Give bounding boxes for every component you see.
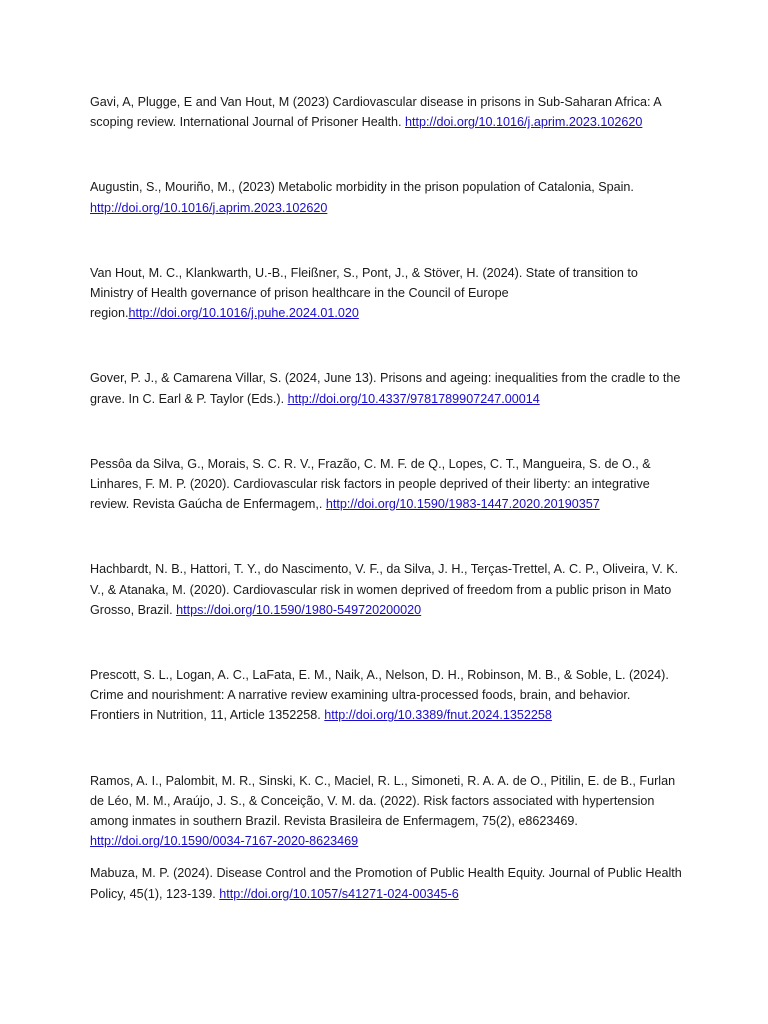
doi-link[interactable]: http://doi.org/10.1016/j.aprim.2023.102620 [405, 115, 643, 130]
doi-link[interactable]: http://doi.org/10.1057/s41271-024-00345-6 [219, 886, 459, 901]
reference-text: Mabuza, M. P. (2024). Disease Control and the Promotion of Public Health Equity. Journal of Public Health Policy, 45(1), 123-139. [90, 866, 682, 901]
reference-list [90, 92, 682, 904]
reference-entry [90, 92, 682, 132]
reference-entry [90, 263, 682, 324]
doi-link[interactable]: http://doi.org/10.1590/1983-1447.2020.20190357 [325, 497, 600, 512]
reference-entry [90, 863, 682, 903]
reference-text: Hachbardt, N. B., Hattori, T. Y., do Nascimento, V. F., da Silva, J. H., Terças-Trettel, A. C. P., Oliveira, V. K. V., & Atanaka, M. (2020). Cardiovascular risk in women deprived of freedom from a public prison in Mato Grosso, Brazil. [90, 562, 679, 617]
reference-text: Ramos, A. I., Palombit, M. R., Sinski, K. C., Maciel, R. L., Simoneti, R. A. A. de O., Pitilin, E. de B., Furlan de Léo, M. M., Araújo, J. S., & Conceição, V. M. da. (2022). Risk factors associated with hypertension among inmates in southern Brazil. Revista Brasileira de Enfermagem, 75(2), e8623469. [90, 773, 676, 829]
doi-link[interactable]: http://doi.org/10.3389/fnut.2024.1352258 [324, 708, 552, 723]
doi-link[interactable]: http://doi.org/10.1016/j.aprim.2023.102620 [90, 200, 328, 215]
reference-entry [90, 368, 682, 408]
doi-link[interactable]: http://doi.org/10.4337/9781789907247.00014 [287, 391, 540, 406]
reference-text: Gavi, A, Plugge, E and Van Hout, M (2023) Cardiovascular disease in prisons in Sub-Saharan Africa: A scoping review. International Journal of Prisoner Health. [90, 95, 661, 130]
reference-text: Prescott, S. L., Logan, A. C., LaFata, E. M., Naik, A., Nelson, D. H., Robinson, M. B., & Soble, L. (2024). Crime and nourishment: A narrative review examining ultra-processed foods, brain, and behavior. Frontiers in Nutrition, 11, Article 1352258. [90, 668, 669, 723]
doi-link[interactable]: http://doi.org/10.1016/j.puhe.2024.01.020 [128, 306, 359, 321]
doi-link[interactable]: http://doi.org/10.1590/0034-7167-2020-8623469 [90, 834, 359, 849]
reference-entry [90, 454, 682, 515]
reference-text: Augustin, S., Mouriño, M., (2023) Metabolic morbidity in the prison population of Catalonia, Spain. [90, 180, 634, 195]
reference-text: Pessôa da Silva, G., Morais, S. C. R. V., Frazão, C. M. F. de Q., Lopes, C. T., Mangueira, S. de O., & Linhares, F. M. P. (2020). Cardiovascular risk factors in people deprived of their liberty: an integrative review. Revista Gaúcha de Enfermagem,. [90, 456, 651, 512]
reference-text: Gover, P. J., & Camarena Villar, S. (2024, June 13). Prisons and ageing: inequalities from the cradle to the grave. In C. Earl & P. Taylor (Eds.). [90, 371, 681, 406]
doi-link[interactable]: https://doi.org/10.1590/1980-549720200020 [176, 602, 422, 617]
reference-text: Van Hout, M. C., Klankwarth, U.-B., Fleißner, S., Pont, J., & Stöver, H. (2024). State of transition to Ministry of Health governance of prison healthcare in the Council of Europe region. [90, 265, 638, 321]
reference-entry [90, 771, 682, 852]
reference-entry [90, 177, 682, 217]
reference-entry [90, 665, 682, 726]
reference-entry [90, 559, 682, 620]
